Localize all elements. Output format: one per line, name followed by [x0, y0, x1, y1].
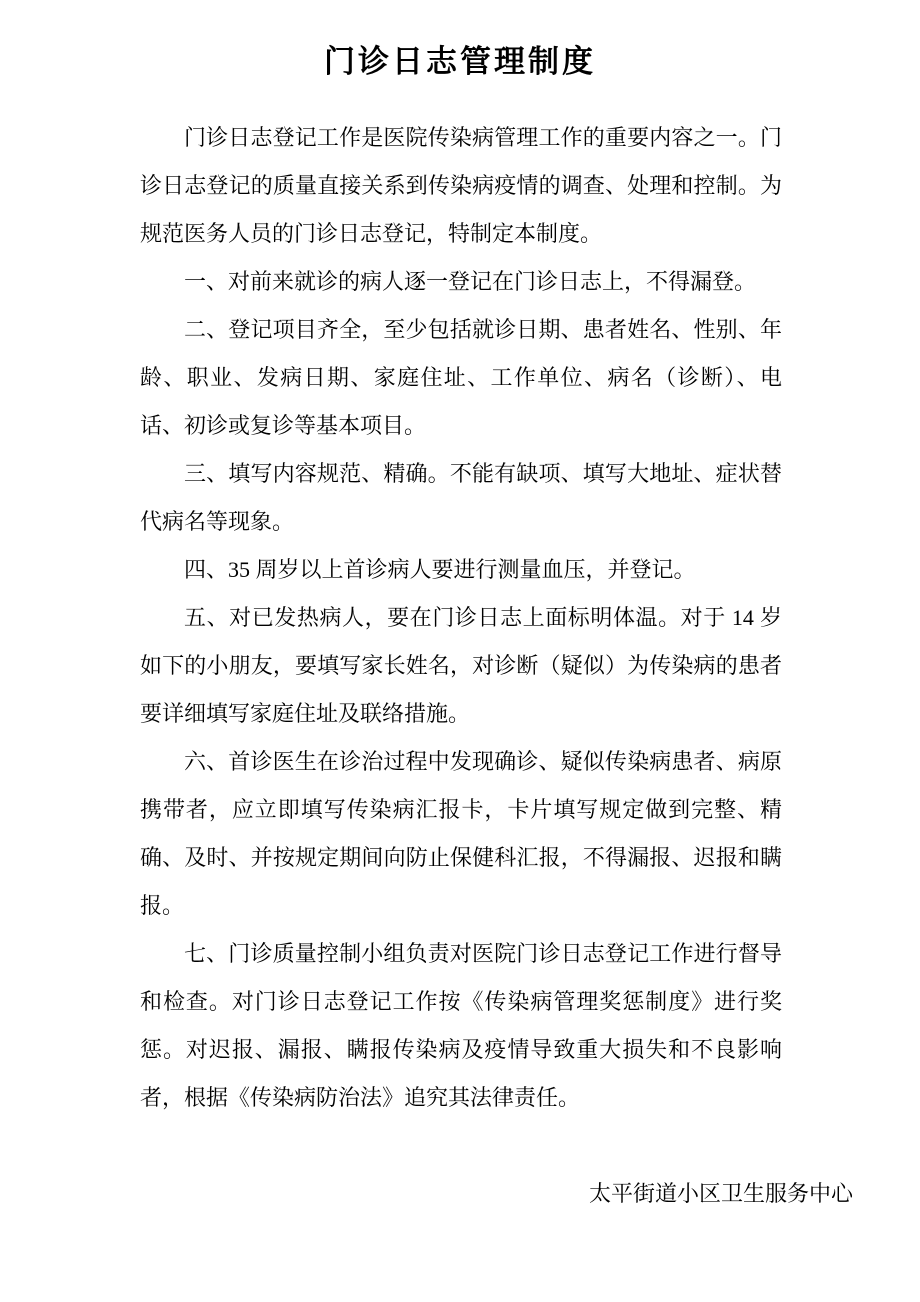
paragraph-item-7: 七、门诊质量控制小组负责对医院门诊日志登记工作进行督导和检查。对门诊日志登记工作按《传染病管理奖惩制度》进行奖惩。对迟报、漏报、瞒报传染病及疫情导致重大损失和不良影响者，根据《传染病防治法》追究其法律责任。 — [140, 941, 782, 1110]
document-body — [140, 114, 782, 1122]
paragraph-item-5: 五、对已发热病人，要在门诊日志上面标明体温。对于 14 岁如下的小朋友，要填写家长姓名，对诊断（疑似）为传染病的患者要详细填写家庭住址及联络措施。 — [140, 605, 782, 726]
document-title: 门诊日志管理制度 — [324, 44, 596, 79]
paragraph-item-4: 四、35 周岁以上首诊病人要进行测量血压，并登记。 — [184, 557, 696, 582]
paragraph-item-3: 三、填写内容规范、精确。不能有缺项、填写大地址、症状替代病名等现象。 — [140, 461, 782, 534]
paragraph-item-1: 一、对前来就诊的病人逐一登记在门诊日志上，不得漏登。 — [184, 269, 757, 294]
paragraph-item-2: 二、登记项目齐全，至少包括就诊日期、患者姓名、性别、年龄、职业、发病日期、家庭住址、工作单位、病名（诊断）、电话、初诊或复诊等基本项目。 — [140, 317, 782, 438]
signature: 太平街道小区卫生服务中心 — [588, 1181, 853, 1206]
paragraph-item-6: 六、首诊医生在诊治过程中发现确诊、疑似传染病患者、病原携带者，应立即填写传染病汇报卡，卡片填写规定做到完整、精确、及时、并按规定期间向防止保健科汇报，不得漏报、迟报和瞒报。 — [140, 749, 782, 918]
paragraph-intro: 门诊日志登记工作是医院传染病管理工作的重要内容之一。门诊日志登记的质量直接关系到传染病疫情的调查、处理和控制。为规范医务人员的门诊日志登记，特制定本制度。 — [140, 125, 782, 246]
